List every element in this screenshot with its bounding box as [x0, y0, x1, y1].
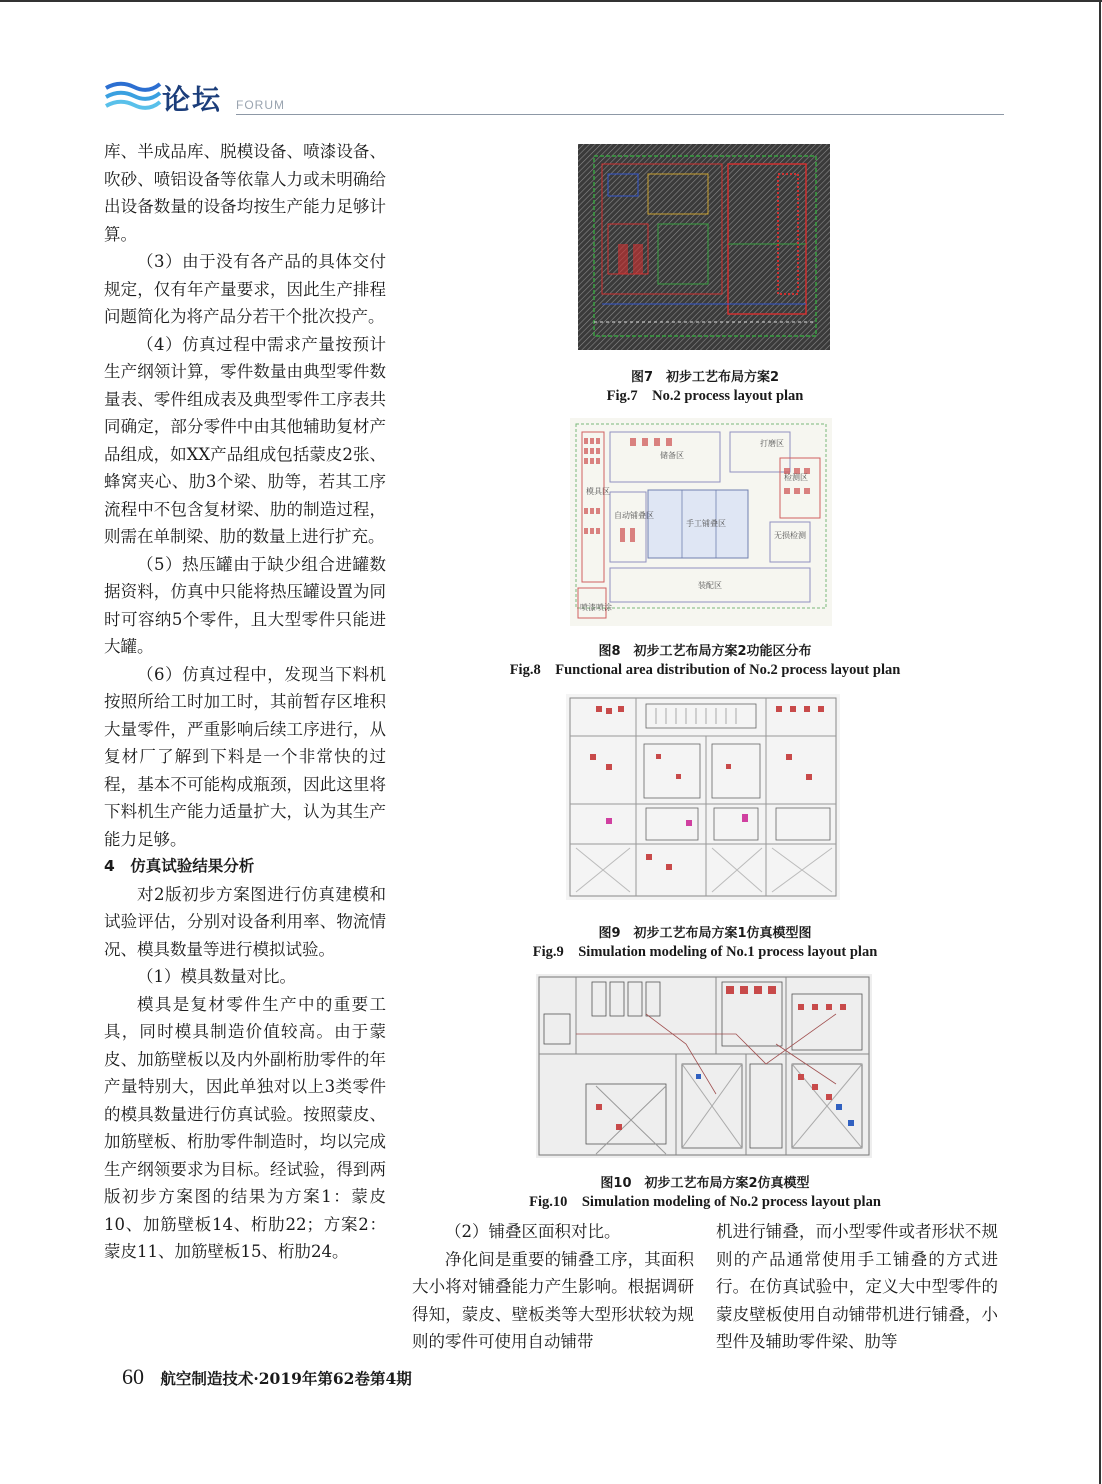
paragraph: （5）热压罐由于缺少组合进罐数据资料，仿真中只能将热压罐设置为同时可容纳5个零件，且大型零件只能进大罐。 — [104, 554, 386, 656]
section-heading: 4 仿真试验结果分析 — [104, 857, 255, 875]
journal-name: 航空制造技术·2019年第62卷第4期 — [160, 1369, 412, 1388]
column-title: 论坛 — [162, 83, 223, 116]
journal-header — [104, 76, 1004, 118]
paragraph: 对2版初步方案图进行仿真建模和试验评估，分别对设备利用率、物流情况、模具数量等进行模拟试验。 — [104, 884, 386, 959]
figure-7-caption-zh: 图7 初步工艺布局方案2 — [630, 370, 780, 385]
figure-10-caption-en: Fig.10 Simulation modeling of No.2 process layout plan — [529, 1194, 881, 1210]
top-border — [0, 0, 1102, 2]
fig8-label-manual-layup: 手工铺叠区 — [686, 519, 726, 528]
paragraph: （2）铺叠区面积对比。 — [445, 1222, 621, 1241]
figure-8-functional-areas — [570, 418, 832, 626]
fig8-label-inspection: 检测区 — [784, 473, 808, 482]
middle-column — [412, 1218, 694, 1356]
paragraph: 机进行铺叠，而小型零件或者形状不规则的产品通常使用手工铺叠的方式进行。在仿真试验中，定义大中型零件的蒙皮壁板使用自动铺带机进行铺叠，小型件及辅助零件梁、肋等 — [716, 1222, 998, 1351]
figure-8-caption-zh: 图8 初步工艺布局方案2功能区分布 — [598, 644, 812, 659]
wave-logo-icon — [104, 78, 162, 114]
figure-10-caption-zh: 图10 初步工艺布局方案2仿真模型 — [600, 1176, 810, 1191]
paragraph: 模具是复材零件生产中的重要工具，同时模具制造价值较高。由于蒙皮、加筋壁板以及内外副桁肋零件的年产量特别大，因此单独对以上3类零件的模具数量进行仿真试验。按照蒙皮、加筋壁板、桁肋零件制造时，均以完成生产纲领要求为目标。经试验，得到两版初步方案图的结果为方案1：蒙皮10、加筋壁板14、桁肋22；方案2：蒙皮11、加筋壁板15、桁肋24。 — [104, 994, 386, 1261]
fig8-label-mold: 模具区 — [586, 487, 610, 496]
figure-9-caption-zh: 图9 初步工艺布局方案1仿真模型图 — [598, 926, 812, 941]
figure-8-caption-en: Fig.8 Functional area distribution of No.2 process layout plan — [509, 662, 901, 678]
paragraph: 库、半成品库、脱模设备、喷漆设备、吹砂、喷铝设备等依靠人力或未明确给出设备数量的设备均按生产能力足够计算。 — [104, 142, 386, 244]
header-rule — [236, 114, 1004, 115]
figure-7-caption-en: Fig.7 No.2 process layout plan — [606, 388, 804, 404]
fig8-label-ndt: 无损检测 — [774, 531, 806, 540]
forum-label: FORUM — [236, 98, 285, 112]
right-border — [1099, 0, 1101, 1484]
fig8-label-grinding: 打磨区 — [760, 439, 784, 448]
right-column — [716, 1218, 998, 1356]
fig8-label-assembly: 装配区 — [698, 581, 722, 590]
page-footer — [122, 1364, 412, 1390]
left-column — [104, 138, 386, 1266]
figure-9-simulation-model-1 — [566, 694, 840, 900]
paragraph: 净化间是重要的铺叠工序，其面积大小将对铺叠能力产生影响。根据调研得知，蒙皮、壁板类等大型形状较为规则的零件可使用自动铺带 — [412, 1249, 694, 1351]
figure-9-caption-en: Fig.9 Simulation modeling of No.1 process layout plan — [532, 944, 878, 960]
fig8-label-auto-layup: 自动铺叠区 — [614, 511, 654, 520]
paragraph: （6）仿真过程中，发现当下料机按照所给工时加工时，其前暂存区堆积大量零件，严重影响后续工序进行，从复材厂了解到下料是一个非常快的过程，基本不可能构成瓶颈，因此这里将下料机生产能力适量扩大，认为其生产能力足够。 — [104, 664, 386, 849]
figure-7-layout-plan — [578, 144, 830, 350]
fig8-label-painting: 喷漆喷涂 — [580, 603, 612, 612]
page-number: 60 — [122, 1364, 144, 1389]
paragraph: （3）由于没有各产品的具体交付规定，仅有年产量要求，因此生产排程问题简化为将产品分若干个批次投产。 — [104, 252, 386, 326]
figure-10-simulation-model-2 — [536, 974, 872, 1158]
paragraph: （1）模具数量对比。 — [137, 967, 296, 986]
fig8-label-storage: 储备区 — [660, 451, 684, 460]
paragraph: （4）仿真过程中需求产量按预计生产纲领计算，零件数量由典型零件数量表、零件组成表及典型零件工序表共同确定，部分零件中由其他辅助复材产品组成，如XX产品组成包括蒙皮2张、蜂窝夹心、肋3个梁、肋等，若其工序流程中不包含复材梁、肋的制造过程，则需在单制梁、肋的数量上进行扩充。 — [104, 334, 386, 546]
